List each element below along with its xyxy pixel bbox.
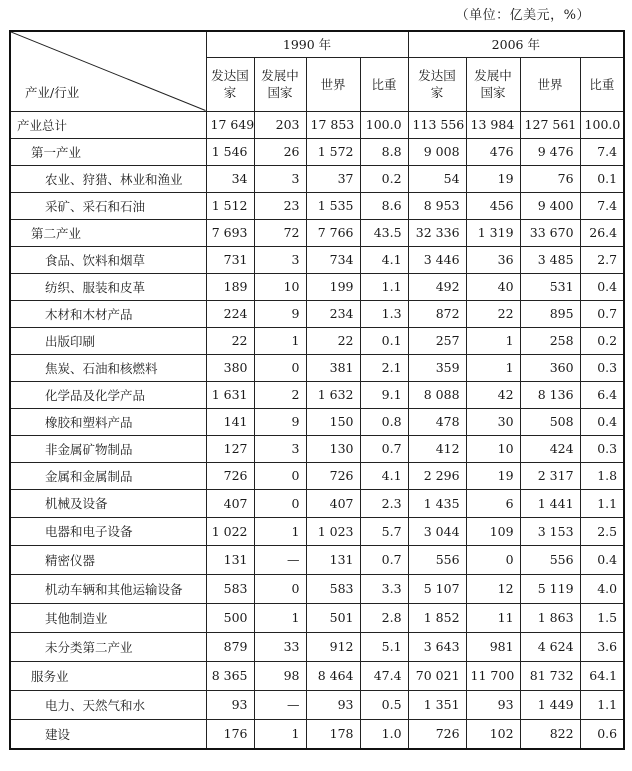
value-cell: 822 [520,719,580,749]
row-label: 第二产业 [10,219,206,246]
value-cell: 1 351 [408,690,466,719]
value-cell: 1.0 [360,719,408,749]
value-cell: 1 512 [206,192,254,219]
value-cell: 1 546 [206,138,254,165]
fdi-industry-table [9,30,625,750]
value-cell: 8 464 [306,661,360,690]
table-row [10,273,624,300]
table-row [10,545,624,574]
table-row [10,408,624,435]
table-row [10,192,624,219]
value-cell: 26.4 [580,219,624,246]
value-cell: 0.4 [580,408,624,435]
table-row [10,603,624,632]
value-cell: 556 [520,545,580,574]
table-row [10,661,624,690]
value-cell: 109 [466,517,520,545]
value-cell: 0.8 [360,408,408,435]
value-cell: 508 [520,408,580,435]
year-2006-header: 2006 年 [408,31,624,57]
value-cell: 12 [466,574,520,603]
value-cell: 0.2 [360,165,408,192]
value-cell: 556 [408,545,466,574]
value-cell: 2.8 [360,603,408,632]
value-cell: 9 476 [520,138,580,165]
value-cell: 0.5 [360,690,408,719]
value-cell: 1.1 [360,273,408,300]
value-cell: 64.1 [580,661,624,690]
value-cell: 9 [254,408,306,435]
value-cell: 1.5 [580,603,624,632]
value-cell: 19 [466,462,520,489]
row-header-cell [10,31,206,111]
value-cell: 54 [408,165,466,192]
value-cell: 43.5 [360,219,408,246]
value-cell: 1 [254,517,306,545]
value-cell: 912 [306,632,360,661]
col-world-2006: 世界 [520,57,580,111]
value-cell: 3.3 [360,574,408,603]
value-cell: 178 [306,719,360,749]
value-cell: 76 [520,165,580,192]
value-cell: 3 446 [408,246,466,273]
value-cell: 1 435 [408,489,466,517]
value-cell: 1 632 [306,381,360,408]
col-world-1990: 世界 [306,57,360,111]
value-cell: 199 [306,273,360,300]
value-cell: 0 [466,545,520,574]
value-cell: 407 [206,489,254,517]
row-label: 纺织、服装和皮革 [10,273,206,300]
value-cell: 22 [206,327,254,354]
value-cell: 381 [306,354,360,381]
value-cell: 127 561 [520,111,580,138]
value-cell: 9 400 [520,192,580,219]
value-cell: 7 693 [206,219,254,246]
value-cell: 100.0 [580,111,624,138]
value-cell: 456 [466,192,520,219]
value-cell: 0 [254,354,306,381]
row-label: 橡胶和塑料产品 [10,408,206,435]
value-cell: 4.0 [580,574,624,603]
value-cell: 17 649 [206,111,254,138]
value-cell: 1.1 [580,690,624,719]
col-developed-2006: 发达国家 [408,57,466,111]
col-developing-1990: 发展中国家 [254,57,306,111]
value-cell: 8.8 [360,138,408,165]
col-developing-2006: 发展中国家 [466,57,520,111]
value-cell: 1 [254,327,306,354]
value-cell: 176 [206,719,254,749]
value-cell: 583 [206,574,254,603]
value-cell: 6.4 [580,381,624,408]
year-1990-header: 1990 年 [206,31,408,57]
value-cell: 258 [520,327,580,354]
value-cell: 2.1 [360,354,408,381]
value-cell: 32 336 [408,219,466,246]
value-cell: 895 [520,300,580,327]
col-share-2006: 比重 [580,57,624,111]
row-label: 焦炭、石油和核燃料 [10,354,206,381]
table-row [10,574,624,603]
value-cell: 113 556 [408,111,466,138]
value-cell: 3 643 [408,632,466,661]
value-cell: 93 [466,690,520,719]
value-cell: 1 449 [520,690,580,719]
value-cell: 257 [408,327,466,354]
value-cell: 2.5 [580,517,624,545]
value-cell: 19 [466,165,520,192]
row-label: 食品、饮料和烟草 [10,246,206,273]
value-cell: 734 [306,246,360,273]
value-cell: 1 852 [408,603,466,632]
table-row [10,354,624,381]
value-cell: 3 485 [520,246,580,273]
value-cell: 1 022 [206,517,254,545]
value-cell: 22 [466,300,520,327]
value-cell: 0 [254,574,306,603]
value-cell: 0.3 [580,354,624,381]
value-cell: 4.1 [360,462,408,489]
value-cell: 42 [466,381,520,408]
row-label: 电力、天然气和水 [10,690,206,719]
value-cell: 93 [306,690,360,719]
value-cell: 0.6 [580,719,624,749]
value-cell: 981 [466,632,520,661]
unit-note: （单位：亿美元，%） [455,8,590,23]
value-cell: 726 [206,462,254,489]
value-cell: 36 [466,246,520,273]
row-label: 电器和电子设备 [10,517,206,545]
value-cell: 476 [466,138,520,165]
row-label: 服务业 [10,661,206,690]
value-cell: 0 [254,489,306,517]
value-cell: 360 [520,354,580,381]
value-cell: 1 631 [206,381,254,408]
value-cell: 100.0 [360,111,408,138]
value-cell: 234 [306,300,360,327]
value-cell: 1.8 [580,462,624,489]
table-row [10,462,624,489]
value-cell: 131 [306,545,360,574]
value-cell: 40 [466,273,520,300]
value-cell: 359 [408,354,466,381]
value-cell: 3 153 [520,517,580,545]
value-cell: 0.2 [580,327,624,354]
table-row [10,111,624,138]
value-cell: 141 [206,408,254,435]
value-cell: 8.6 [360,192,408,219]
value-cell: 1 [466,327,520,354]
value-cell: 0.1 [360,327,408,354]
row-label: 产业总计 [10,111,206,138]
value-cell: 1 [466,354,520,381]
value-cell: 189 [206,273,254,300]
value-cell: 3 [254,435,306,462]
table-row [10,489,624,517]
value-cell: 10 [254,273,306,300]
value-cell: 203 [254,111,306,138]
value-cell: 33 [254,632,306,661]
value-cell: 0.3 [580,435,624,462]
value-cell: 127 [206,435,254,462]
value-cell: 412 [408,435,466,462]
value-cell: 9 008 [408,138,466,165]
value-cell: 879 [206,632,254,661]
row-label: 机械及设备 [10,489,206,517]
value-cell: 81 732 [520,661,580,690]
value-cell: 5 107 [408,574,466,603]
row-label: 机动车辆和其他运输设备 [10,574,206,603]
value-cell: 531 [520,273,580,300]
row-label: 非金属矿物制品 [10,435,206,462]
table-row [10,632,624,661]
value-cell: 26 [254,138,306,165]
row-header-label: 产业/行业 [25,84,80,100]
value-cell: 2 [254,381,306,408]
value-cell: 10 [466,435,520,462]
value-cell: 3 [254,246,306,273]
value-cell: 9 [254,300,306,327]
value-cell: 4 624 [520,632,580,661]
value-cell: 2 296 [408,462,466,489]
value-cell: 0.7 [360,545,408,574]
value-cell: 1 572 [306,138,360,165]
value-cell: 8 136 [520,381,580,408]
value-cell: 8 365 [206,661,254,690]
row-label: 精密仪器 [10,545,206,574]
value-cell: 478 [408,408,466,435]
value-cell: 1 441 [520,489,580,517]
value-cell: 1 863 [520,603,580,632]
value-cell: 98 [254,661,306,690]
value-cell: 0 [254,462,306,489]
col-developed-1990: 发达国家 [206,57,254,111]
value-cell: 0.1 [580,165,624,192]
table-row [10,300,624,327]
table-row [10,327,624,354]
value-cell: 17 853 [306,111,360,138]
table-body [10,111,624,749]
value-cell: 13 984 [466,111,520,138]
value-cell: 8 088 [408,381,466,408]
value-cell: 47.4 [360,661,408,690]
table-row [10,435,624,462]
row-label: 其他制造业 [10,603,206,632]
value-cell: 11 700 [466,661,520,690]
table-row [10,138,624,165]
table-row [10,381,624,408]
value-cell: 34 [206,165,254,192]
value-cell: 7.4 [580,192,624,219]
value-cell: 11 [466,603,520,632]
table-row [10,219,624,246]
value-cell: 380 [206,354,254,381]
value-cell: 1.3 [360,300,408,327]
row-label: 建设 [10,719,206,749]
value-cell: 224 [206,300,254,327]
value-cell: 2.7 [580,246,624,273]
table-row [10,719,624,749]
value-cell: 30 [466,408,520,435]
value-cell: 4.1 [360,246,408,273]
value-cell: 3 [254,165,306,192]
value-cell: 2.3 [360,489,408,517]
value-cell: 726 [306,462,360,489]
value-cell: 131 [206,545,254,574]
table-row [10,165,624,192]
row-label: 第一产业 [10,138,206,165]
value-cell: 1 535 [306,192,360,219]
value-cell: 33 670 [520,219,580,246]
value-cell: 1 319 [466,219,520,246]
row-label: 化学品及化学产品 [10,381,206,408]
value-cell: 150 [306,408,360,435]
row-label: 采矿、采石和石油 [10,192,206,219]
value-cell: 7.4 [580,138,624,165]
value-cell: 0.4 [580,545,624,574]
value-cell: 37 [306,165,360,192]
value-cell: 0.7 [360,435,408,462]
value-cell: 731 [206,246,254,273]
value-cell: 3.6 [580,632,624,661]
value-cell: 7 766 [306,219,360,246]
row-label: 农业、狩猎、林业和渔业 [10,165,206,192]
value-cell: 23 [254,192,306,219]
value-cell: 583 [306,574,360,603]
value-cell: 102 [466,719,520,749]
value-cell: 492 [408,273,466,300]
value-cell: 70 021 [408,661,466,690]
value-cell: 424 [520,435,580,462]
value-cell: 72 [254,219,306,246]
value-cell: 0.7 [580,300,624,327]
value-cell: 6 [466,489,520,517]
value-cell: 130 [306,435,360,462]
value-cell: 5.1 [360,632,408,661]
col-share-1990: 比重 [360,57,408,111]
value-cell: 2 317 [520,462,580,489]
row-label: 木材和木材产品 [10,300,206,327]
value-cell: 5.7 [360,517,408,545]
value-cell: 0.4 [580,273,624,300]
table-row [10,517,624,545]
value-cell: 3 044 [408,517,466,545]
value-cell: 1 [254,719,306,749]
value-cell: 1.1 [580,489,624,517]
value-cell: 407 [306,489,360,517]
table-row [10,690,624,719]
value-cell: 93 [206,690,254,719]
table-row [10,246,624,273]
value-cell: 726 [408,719,466,749]
value-cell: 1 [254,603,306,632]
value-cell: 1 023 [306,517,360,545]
value-cell: — [254,545,306,574]
row-label: 出版印刷 [10,327,206,354]
value-cell: 9.1 [360,381,408,408]
value-cell: 8 953 [408,192,466,219]
row-label: 金属和金属制品 [10,462,206,489]
value-cell: 501 [306,603,360,632]
value-cell: 22 [306,327,360,354]
row-label: 未分类第二产业 [10,632,206,661]
value-cell: 500 [206,603,254,632]
value-cell: 5 119 [520,574,580,603]
value-cell: 872 [408,300,466,327]
value-cell: — [254,690,306,719]
